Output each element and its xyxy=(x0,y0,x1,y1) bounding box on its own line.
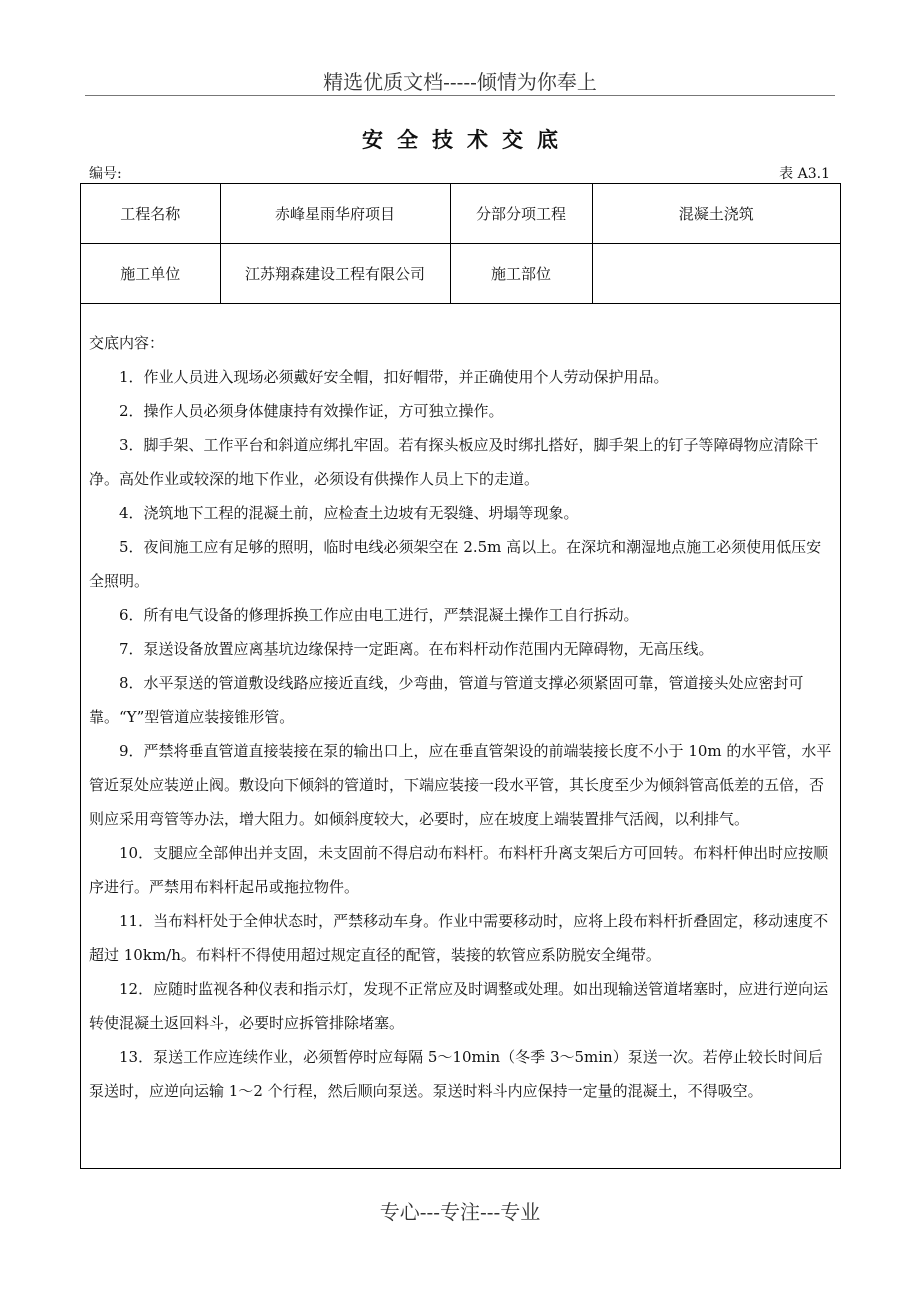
list-item: 7．泵送设备放置应离基坑边缘保持一定距离。在布料杆动作范围内无障碍物，无高压线。 xyxy=(119,640,714,658)
page-footer: 专心---专注---专业 xyxy=(379,1200,541,1224)
list-item: 3．脚手架、工作平台和斜道应绑扎牢固。若有探头板应及时绑扎搭好，脚手架上的钉子等障碍物应清除干净。高处作业或较深的地下作业，必须设有供操作人员上下的走道。 xyxy=(89,436,819,488)
work-location-value xyxy=(592,244,840,304)
work-location-label: 施工部位 xyxy=(450,244,592,304)
list-item: 1．作业人员进入现场必须戴好安全帽，扣好帽带，并正确使用个人劳动保护用品。 xyxy=(119,368,669,386)
project-name-value: 赤峰星雨华府项目 xyxy=(220,184,450,244)
list-item: 11．当布料杆处于全伸状态时，严禁移动车身。作业中需要移动时，应将上段布料杆折叠固定，移动速度不超过 10km/h。布料杆不得使用超过规定直径的配管，装接的软管应系防脱安全绳带。 xyxy=(89,912,829,964)
list-item: 13．泵送工作应连续作业，必须暂停时应每隔 5～10min（冬季 3～5min）泵送一次。若停止较长时间后泵送时，应逆向运输 1～2 个行程，然后顺向泵送。泵送时料斗内应保持一定量的混凝土，不得吸空。 xyxy=(89,1048,823,1100)
list-item: 12．应随时监视各种仪表和指示灯，发现不正常应及时调整或处理。如出现输送管道堵塞时，应进行逆向运转使混凝土返回料斗，必要时应拆管排除堵塞。 xyxy=(89,980,829,1032)
contractor-value: 江苏翔森建设工程有限公司 xyxy=(220,244,450,304)
document-number-label: 编号: xyxy=(89,166,122,182)
list-item: 5．夜间施工应有足够的照明，临时电线必须架空在 2.5m 高以上。在深坑和潮湿地点施工必须使用低压安全照明。 xyxy=(89,538,822,590)
list-item: 2．操作人员必须身体健康持有效操作证，方可独立操作。 xyxy=(119,402,504,420)
project-info-table xyxy=(81,184,840,304)
list-item: 9．严禁将垂直管道直接装接在泵的输出口上，应在垂直管架设的前端装接长度不小于 10m 的水平管，水平管近泵处应装逆止阀。敷设向下倾斜的管道时，下端应装接一段水平管，其长度至少为倾斜管高低差的五倍，否则应采用弯管等办法，增大阻力。如倾斜度较大，必要时，应在坡度上端装置排气活阀，以利排气。 xyxy=(89,742,832,828)
list-item: 8．水平泵送的管道敷设线路应接近直线，少弯曲，管道与管道支撑必须紧固可靠，管道接头处应密封可靠。“Y”型管道应装接锥形管。 xyxy=(89,674,804,726)
table-row xyxy=(81,244,840,304)
header-divider xyxy=(85,95,835,96)
disclosure-form xyxy=(80,183,841,1169)
project-name-label: 工程名称 xyxy=(81,184,220,244)
document-title: 安全技术交底 xyxy=(362,127,572,152)
form-code: 表 A3.1 xyxy=(779,166,830,182)
sub-project-value: 混凝土浇筑 xyxy=(592,184,840,244)
contractor-label: 施工单位 xyxy=(81,244,220,304)
page-header: 精选优质文档-----倾情为你奉上 xyxy=(323,70,597,94)
table-row xyxy=(81,184,840,244)
list-item: 4．浇筑地下工程的混凝土前，应检查土边坡有无裂缝、坍塌等现象。 xyxy=(119,504,579,522)
list-item: 10．支腿应全部伸出并支固，未支固前不得启动布料杆。布料杆升离支架后方可回转。布料杆伸出时应按顺序进行。严禁用布料杆起吊或拖拉物件。 xyxy=(89,844,829,896)
list-item: 6．所有电气设备的修理拆换工作应由电工进行，严禁混凝土操作工自行拆动。 xyxy=(119,606,639,624)
sub-project-label: 分部分项工程 xyxy=(450,184,592,244)
disclosure-content xyxy=(81,304,840,1108)
content-heading: 交底内容： xyxy=(89,334,165,352)
